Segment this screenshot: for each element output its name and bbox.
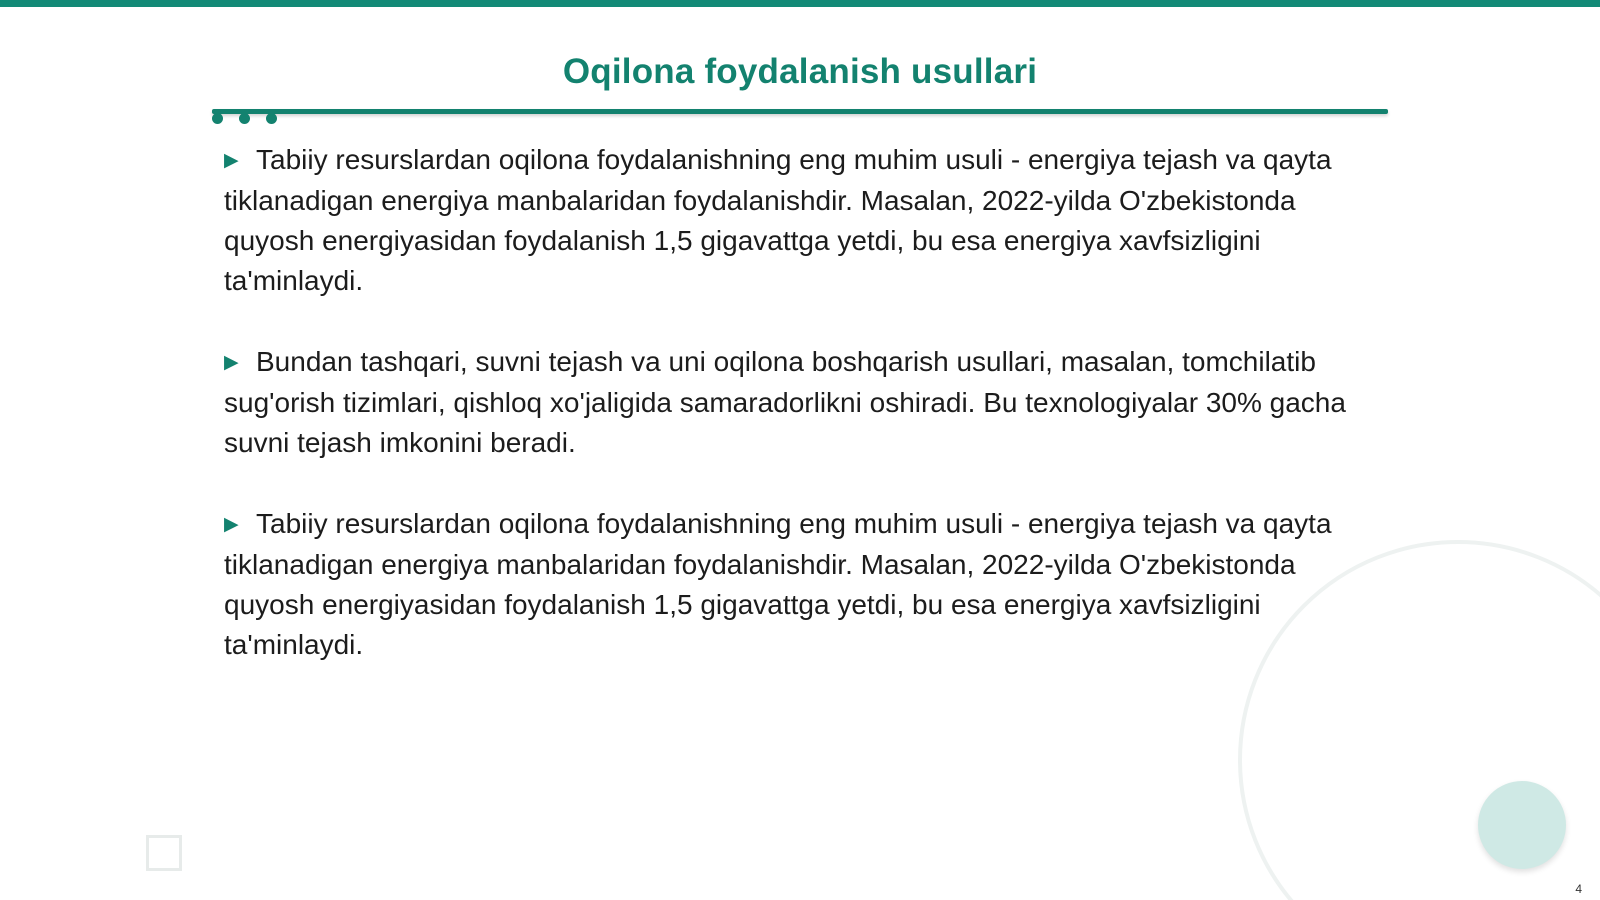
divider-dot — [212, 113, 223, 124]
bullet-paragraph — [224, 140, 1384, 301]
bullet-paragraph — [224, 504, 1384, 665]
bullet-text: Tabiiy resurslardan oqilona foydalanishning eng muhim usuli - energiya tejash va qayta tiklanadigan energiya manbalaridan foydalanishdir. Masalan, 2022-yilda O'zbekistonda quyosh energiyasidan foydalanish 1,5 gigavattga yetdi, bu esa energiya xavfsizligini ta'minlaydi. — [224, 144, 1332, 296]
slide-title: Oqilona foydalanish usullari — [562, 52, 1038, 91]
divider-dot — [266, 113, 277, 124]
bullet-list — [224, 140, 1384, 706]
divider-dot — [239, 113, 250, 124]
top-accent-bar — [0, 0, 1600, 7]
triangle-right-icon: ▶ — [224, 150, 239, 171]
decorative-circle — [1478, 781, 1566, 869]
bullet-paragraph — [224, 342, 1384, 463]
title-divider — [212, 109, 1388, 114]
decorative-square — [146, 835, 182, 871]
bullet-text: Tabiiy resurslardan oqilona foydalanishning eng muhim usuli - energiya tejash va qayta tiklanadigan energiya manbalaridan foydalanishdir. Masalan, 2022-yilda O'zbekistonda quyosh energiyasidan foydalanish 1,5 gigavattga yetdi, bu esa energiya xavfsizligini ta'minlaydi. — [224, 508, 1332, 660]
bullet-text: Bundan tashqari, suvni tejash va uni oqilona boshqarish usullari, masalan, tomchilatib sug'orish tizimlari, qishloq xo'jaligida samaradorlikni oshiradi. Bu texnologiyalar 30% gacha suvni tejash imkonini beradi. — [224, 346, 1346, 458]
triangle-right-icon: ▶ — [224, 352, 239, 373]
triangle-right-icon: ▶ — [224, 514, 239, 535]
page-number: 4 — [1575, 882, 1582, 896]
